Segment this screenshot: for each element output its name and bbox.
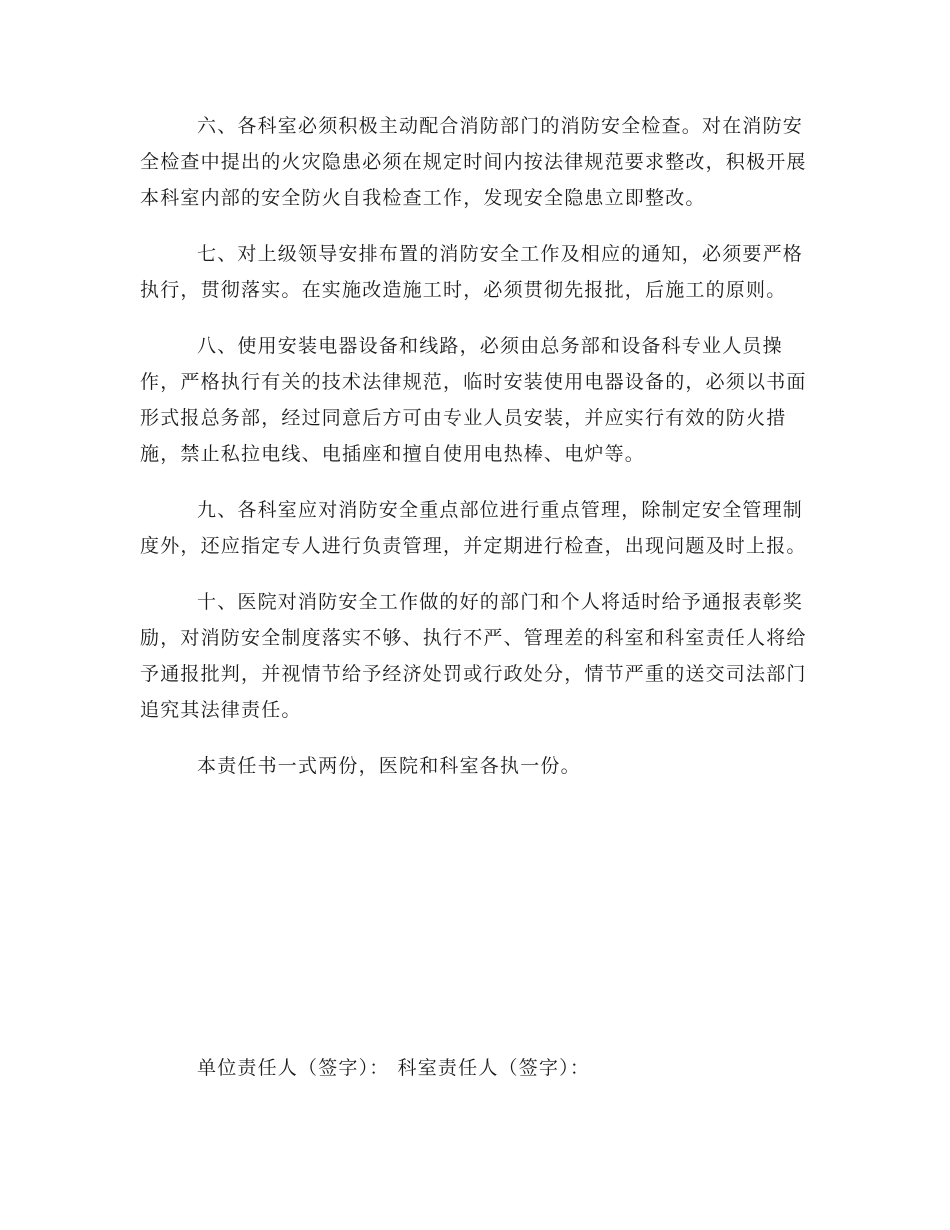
- signature-line: [197, 1050, 590, 1086]
- unit-responsible-signature-label: 单位责任人（签字）：: [197, 1057, 390, 1079]
- paragraph-item-10: 十、医院对消防安全工作做的好的部门和个人将适时给予通报表彰奖励，对消防安全制度落实不够、执行不严、管理差的科室和科室责任人将给予通报批判，并视情节给予经济处罚或行政处分，情节严重的送交司法部门追究其法律责任。: [140, 591, 807, 721]
- paragraph-item-8: 八、使用安装电器设备和线路，必须由总务部和设备科专业人员操作，严格执行有关的技术法律规范，临时安装使用电器设备的，必须以书面形式报总务部，经过同意后方可由专业人员安装，并应实行有效的防火措施，禁止私拉电线、电插座和擅自使用电热棒、电炉等。: [140, 335, 807, 465]
- copies-statement: 本责任书一式两份，医院和科室各执一份。: [197, 755, 581, 777]
- paragraph-item-6: 六、各科室必须积极主动配合消防部门的消防安全检查。对在消防安全检查中提出的火灾隐患必须在规定时间内按法律规范要求整改，积极开展本科室内部的安全防火自我检查工作，发现安全隐患立即整改。: [140, 115, 807, 209]
- paragraph-item-9: 九、各科室应对消防安全重点部位进行重点管理，除制定安全管理制度外，还应指定专人进行负责管理，并定期进行检查，出现问题及时上报。: [140, 499, 807, 557]
- document-body: [140, 108, 808, 784]
- dept-responsible-signature-label: 科室责任人（签字）：: [397, 1057, 591, 1079]
- paragraph-item-7: 七、对上级领导安排布置的消防安全工作及相应的通知，必须要严格执行，贯彻落实。在实施改造施工时，必须贯彻先报批，后施工的原则。: [140, 243, 804, 301]
